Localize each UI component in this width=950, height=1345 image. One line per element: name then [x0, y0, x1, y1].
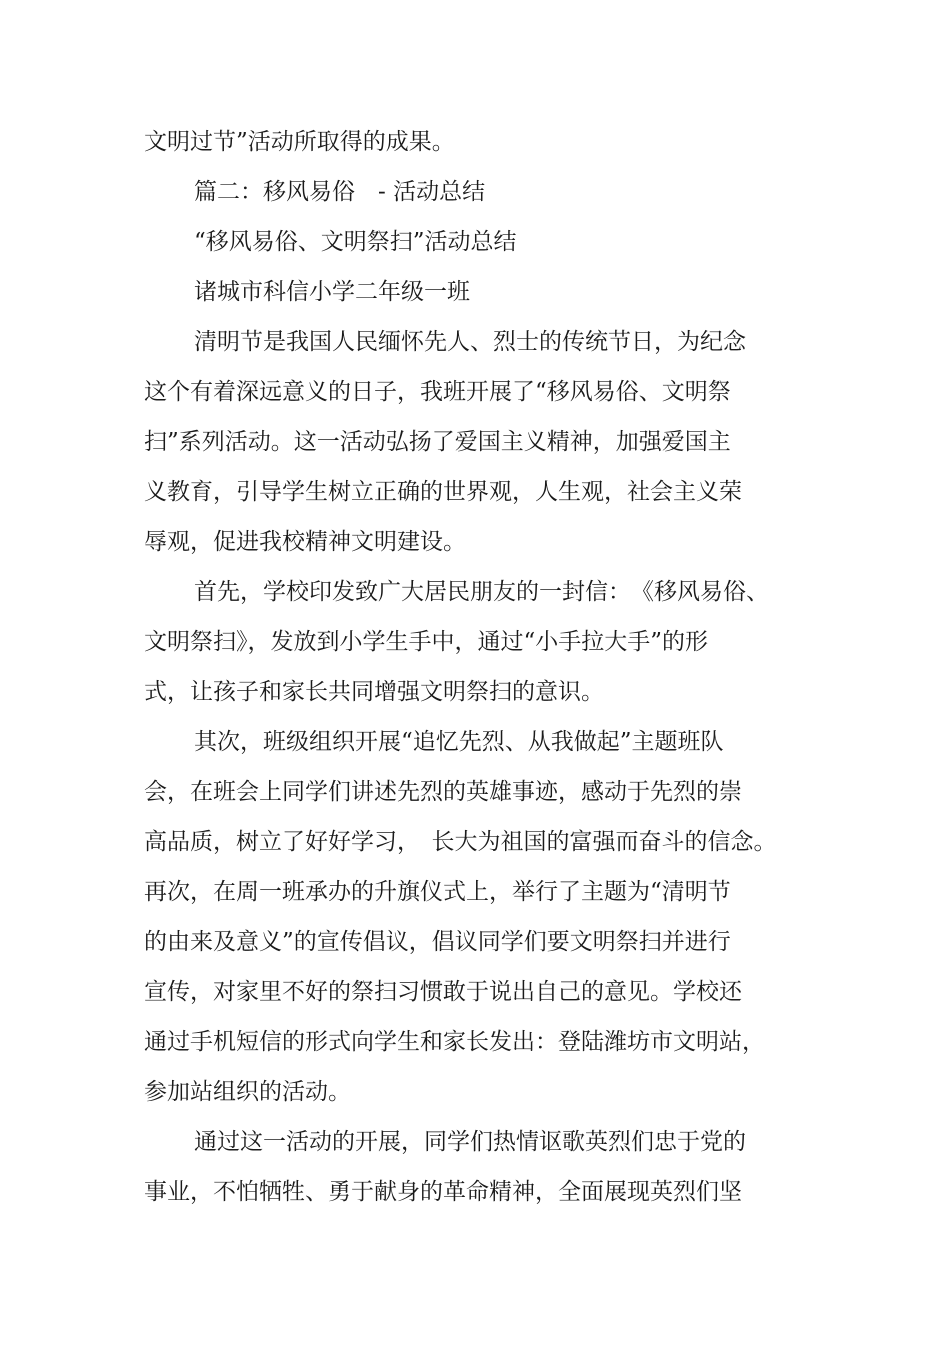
text-line: 首先，学校印发致广大居民朋友的一封信： 《移风易俗、: [194, 579, 769, 605]
text-line: 宣传，对家里不好的祭扫习惯敢于说出自己的意见。学校还: [144, 979, 742, 1005]
text-line: 其次，班级组织开展“追忆先烈、从我做起”主题班队: [194, 729, 724, 755]
text-line: 高品质，树立了好好学习， 长大为祖国的富强而奋斗的信念。: [144, 829, 777, 855]
text-line: 再次，在周一班承办的升旗仪式上，举行了主题为“清明节: [144, 879, 731, 905]
text-line: 文明过节”活动所取得的成果。: [144, 129, 455, 155]
text-line: 会，在班会上同学们讲述先烈的英雄事迹，感动于先烈的崇: [144, 779, 742, 805]
section-heading: 篇二：移风易俗 - 活动总结: [194, 179, 486, 205]
text-line: 通过这一活动的开展，同学们热情讴歌英烈们忠于党的: [194, 1129, 746, 1155]
text-line: 参加站组织的活动。: [144, 1079, 351, 1105]
text-line: 辱观，促进我校精神文明建设。: [144, 529, 466, 555]
text-line: 义教育，引导学生树立正确的世界观，人生观，社会主义荣: [144, 479, 742, 505]
text-line: 的由来及意义”的宣传倡议，倡议同学们要文明祭扫并进行: [144, 929, 731, 955]
text-line: 式，让孩子和家长共同增强文明祭扫的意识。: [144, 679, 604, 705]
text-line: 事业，不怕牺牲、勇于献身的革命精神，全面展现英烈们坚: [144, 1179, 742, 1205]
text-line: 扫”系列活动。这一活动弘扬了爱国主义精神，加强爱国主: [144, 429, 731, 455]
text-line: 清明节是我国人民缅怀先人、烈士的传统节日，为纪念: [194, 329, 746, 355]
text-line: 文明祭扫》，发放到小学生手中，通过“小手拉大手”的形: [144, 629, 709, 655]
author-line: 诸城市科信小学二年级一班: [194, 279, 470, 305]
text-line: 这个有着深远意义的日子，我班开展了“移风易俗、文明祭: [144, 379, 731, 405]
text-line: 通过手机短信的形式向学生和家长发出：登陆潍坊市文明站，: [144, 1029, 765, 1055]
document-title: “移风易俗、文明祭扫”活动总结: [194, 229, 517, 255]
